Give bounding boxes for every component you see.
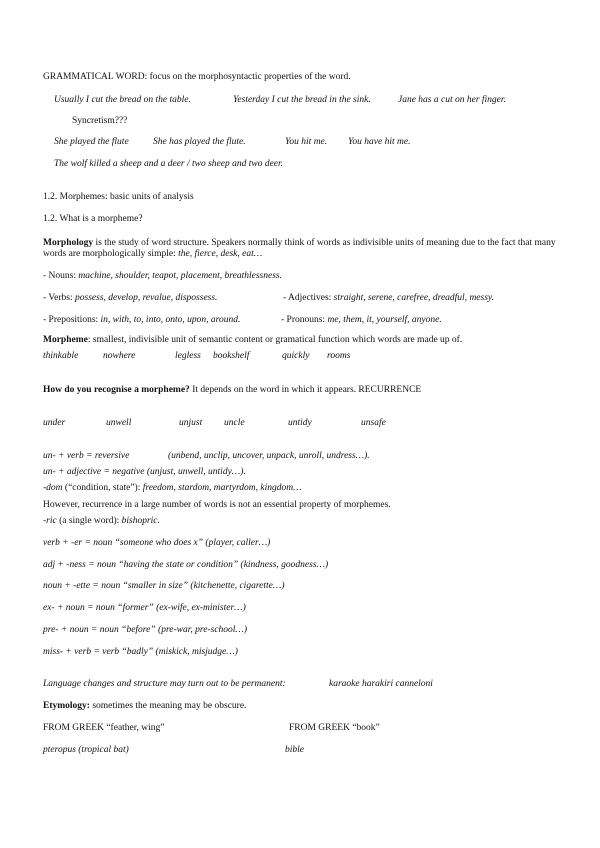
example-sentence: The wolf killed a sheep and a deer / two sheep and two deer. <box>54 159 284 169</box>
category-label: - Pronouns: <box>281 315 328 325</box>
category-label: - Verbs: <box>43 293 76 303</box>
etymology-text: sometimes the meaning may be obscure. <box>89 701 247 711</box>
list-item: rooms <box>327 351 351 361</box>
example-line <box>54 95 191 106</box>
term-morphology: Morphology <box>43 238 94 248</box>
list-item: bookshelf <box>213 351 250 361</box>
grammatical-word-heading: GRAMMATICAL WORD: focus on the morphosyntactic properties of the word. <box>43 72 351 82</box>
example-sentence: Usually I cut the bread on the table. <box>54 95 191 105</box>
list-item: uncle <box>224 418 245 428</box>
syncretism-note: Syncretism??? <box>72 116 128 126</box>
category-examples: straight, serene, carefree, dreadful, messy. <box>333 293 494 303</box>
rule-line: un- + verb = reversive <box>43 451 130 461</box>
category-examples: me, them, it, yourself, anyone. <box>327 315 442 325</box>
greek-example-1: pteropus (tropical bat) <box>43 745 129 755</box>
pronouns-line <box>281 315 442 326</box>
list-item: unwell <box>106 418 132 428</box>
category-examples: machine, shoulder, teapot, placement, breathlessness. <box>78 271 282 281</box>
morpheme-definition <box>43 335 462 346</box>
category-label: - Adjectives: <box>283 293 334 303</box>
category-label: - Nouns: <box>43 271 79 281</box>
verbs-line <box>43 293 217 304</box>
example-sentence: Jane has a cut on her finger. <box>398 95 506 105</box>
prepositions-line <box>43 315 240 326</box>
list-item: thinkable <box>43 351 79 361</box>
adjectives-line <box>283 293 494 304</box>
however-note: However, recurrence in a large number of words is not an essential property of morphemes. <box>43 500 391 510</box>
loanword-examples: karaoke harakiri canneloni <box>329 679 433 689</box>
list-item: nowhere <box>103 351 136 361</box>
rule-examples: (unbend, unclip, uncover, unpack, unroll, undress…). <box>168 451 370 461</box>
category-examples: in, with, to, into, onto, upon, around. <box>100 315 241 325</box>
suffix: -ric <box>43 516 57 526</box>
rule-line <box>43 483 302 494</box>
formation-rule: verb + -er = noun “someone who does x” (player, caller…) <box>43 538 271 548</box>
gloss: (“condition, state”): <box>62 483 143 493</box>
morphology-paragraph <box>43 238 558 260</box>
gloss: (a single word): <box>56 516 122 526</box>
list-item: quickly <box>282 351 310 361</box>
rule-line: un- + adjective = negative (unjust, unwell, untidy…). <box>43 467 246 477</box>
term-etymology: Etymology: <box>43 701 90 711</box>
example-sentence: You have hit me. <box>348 137 411 147</box>
formation-rule: ex- + noun = noun “former” (ex-wife, ex-minister…) <box>43 603 246 613</box>
language-change-note: Language changes and structure may turn out to be permanent: <box>43 679 286 689</box>
paragraph-text: is the study of word structure. Speakers normally think of words as indivisible units of meaning due to the fact that many words are morphologically simple: <box>43 238 556 259</box>
paragraph-examples: the, fierce, desk, eat… <box>178 249 263 259</box>
rule-examples: bishopric. <box>121 516 160 526</box>
rule-examples: freedom, stardom, martyrdom, kingdom… <box>142 483 302 493</box>
greek-example-2: bible <box>285 745 304 755</box>
list-item: unsafe <box>361 418 386 428</box>
section-heading: 1.2. Morphemes: basic units of analysis <box>43 192 194 202</box>
example-sentence: She played the flute <box>54 137 129 147</box>
rule-line <box>43 516 160 527</box>
list-item: legless <box>175 351 201 361</box>
etymology-line <box>43 701 246 712</box>
list-item: untidy <box>288 418 312 428</box>
answer-text: It depends on the word in which it appears. RECURRENCE <box>189 385 422 395</box>
list-item: unjust <box>179 418 203 428</box>
question-text: How do you recognise a morpheme? <box>43 385 190 395</box>
example-sentence: She has played the flute. <box>153 137 246 147</box>
formation-rule: adj + -ness = noun “having the state or condition” (kindness, goodness…) <box>43 560 329 570</box>
example-sentence: You hit me. <box>285 137 328 147</box>
formation-rule: noun + -ette = noun “smaller in size” (kitchenette, cigarette…) <box>43 581 285 591</box>
formation-rule: miss- + verb = verb “badly” (miskick, misjudge…) <box>43 647 238 657</box>
section-heading: 1.2. What is a morpheme? <box>43 214 143 224</box>
suffix: -dom <box>43 483 63 493</box>
list-item: under <box>43 418 66 428</box>
nouns-line <box>43 271 282 282</box>
definition-text: : smallest, indivisible unit of semantic content or gramatical function which words are made up of. <box>87 335 463 345</box>
category-label: - Prepositions: <box>43 315 101 325</box>
term-morpheme: Morpheme <box>43 335 88 345</box>
recurrence-word-list <box>43 418 386 429</box>
greek-origin-1: FROM GREEK “feather, wing” <box>43 723 165 733</box>
category-examples: possess, develop, revalue, dispossess. <box>75 293 218 303</box>
morpheme-word-list <box>43 351 350 362</box>
greek-origin-2: FROM GREEK “book” <box>289 723 380 733</box>
formation-rule: pre- + noun = noun “before” (pre-war, pre-school…) <box>43 625 248 635</box>
recognise-question <box>43 385 421 396</box>
example-sentence: Yesterday I cut the bread in the sink. <box>233 95 371 105</box>
